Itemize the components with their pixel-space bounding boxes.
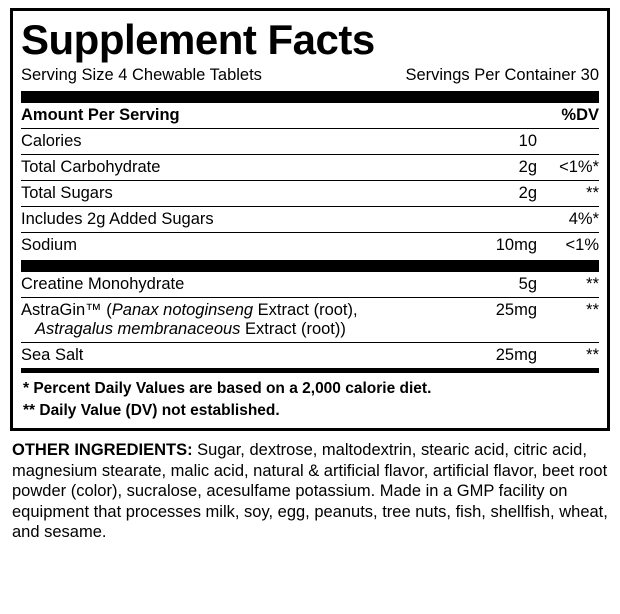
row-dv-sodium: <1%: [565, 236, 599, 254]
row-dv-astragin: **: [537, 298, 599, 343]
row-label-added-sugars: Includes 2g Added Sugars: [21, 207, 446, 233]
table-row: [21, 129, 599, 155]
supplement-facts-panel: [10, 8, 610, 431]
footnotes: [21, 373, 599, 422]
astragin-latin-1: Panax notoginseng: [111, 301, 254, 319]
row-label-total-carbohydrate: Total Carbohydrate: [21, 155, 446, 181]
table-row: [21, 272, 599, 298]
table-row: [21, 298, 599, 343]
other-ingredients: [10, 431, 610, 543]
footnote-dv-not-established: ** Daily Value (DV) not established.: [23, 402, 280, 419]
row-label-creatine-monohydrate: Creatine Monohydrate: [21, 272, 481, 298]
table-row: [21, 155, 599, 181]
footnote-percent-dv: * Percent Daily Values are based on a 2,000 calorie diet.: [23, 380, 432, 397]
table-row: [21, 343, 599, 369]
row-amount-total-carbohydrate: 2g: [446, 155, 537, 181]
astragin-suffix-1: Extract (root),: [253, 301, 358, 319]
row-label-calories: Calories: [21, 129, 446, 155]
nutrition-table: [21, 103, 599, 258]
table-row: [21, 233, 599, 259]
page-title: Supplement Facts: [21, 16, 375, 63]
astragin-suffix-2: Extract (root)): [240, 320, 346, 338]
servings-per-container: Servings Per Container 30: [405, 66, 599, 84]
row-dv-creatine-monohydrate: **: [537, 272, 599, 298]
row-dv-total-carbohydrate: <1%*: [537, 155, 599, 181]
ingredients-table: [21, 272, 599, 368]
serving-size: Serving Size 4 Chewable Tablets: [21, 66, 262, 84]
table-header-row: [21, 103, 599, 129]
thick-divider-top: [21, 91, 599, 103]
row-dv-calories: [537, 129, 599, 155]
astragin-prefix: AstraGin™ (: [21, 301, 112, 319]
row-label-sodium: Sodium: [21, 236, 77, 254]
row-amount-sodium: 10mg: [495, 236, 537, 254]
row-dv-total-sugars: **: [537, 181, 599, 207]
row-label-sea-salt: Sea Salt: [21, 346, 84, 364]
row-label-total-sugars: Total Sugars: [21, 181, 446, 207]
row-dv-sea-salt: **: [586, 346, 599, 364]
row-amount-calories: 10: [446, 129, 537, 155]
row-label-astragin: [21, 298, 481, 343]
row-amount-sea-salt: 25mg: [495, 346, 537, 364]
row-dv-added-sugars: 4%*: [537, 207, 599, 233]
dv-header: %DV: [537, 103, 599, 129]
table-row: [21, 207, 599, 233]
other-ingredients-label: OTHER INGREDIENTS:: [12, 441, 193, 459]
table-row: [21, 181, 599, 207]
row-amount-added-sugars: [446, 207, 537, 233]
row-amount-astragin: 25mg: [481, 298, 537, 343]
other-ingredients-text: Sugar, dextrose, maltodextrin, stearic acid, citric acid, magnesium stearate, malic acid, natural & artificial flavor, artificial flavor, beet root powder (color), sucralose, acesulfame potassium. Made in a GMP facility on equipment that processes milk, soy, egg, peanuts, tree nuts, fish, shellfish, wheat, and sesame.: [12, 441, 608, 541]
amount-per-serving-header: Amount Per Serving: [21, 103, 537, 129]
row-amount-creatine-monohydrate: 5g: [481, 272, 537, 298]
astragin-latin-2: Astragalus membranaceous: [35, 320, 241, 338]
serving-info: [21, 63, 599, 89]
thick-divider-middle: [21, 260, 599, 272]
row-amount-total-sugars: 2g: [446, 181, 537, 207]
